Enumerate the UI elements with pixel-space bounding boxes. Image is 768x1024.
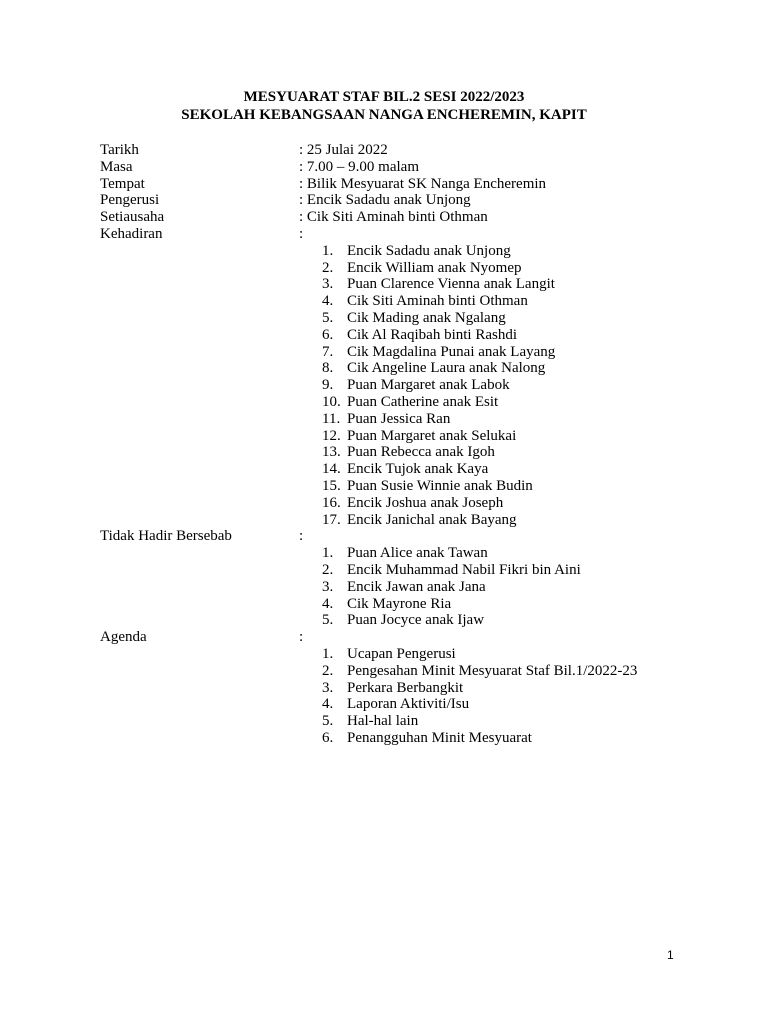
list-item-text: Puan Susie Winnie anak Budin — [347, 477, 533, 494]
list-item-text: Pengesahan Minit Mesyuarat Staf Bil.1/2022-23 — [347, 662, 638, 679]
list-number: 4. — [322, 293, 334, 310]
list-item-text: Cik Mading anak Ngalang — [347, 309, 506, 326]
list-number: 7. — [322, 343, 334, 360]
list-item-text: Ucapan Pengerusi — [347, 645, 456, 662]
list-number: 5. — [322, 612, 334, 629]
list-item-text: Puan Alice anak Tawan — [347, 545, 488, 562]
detail-label: Tarikh — [100, 142, 139, 158]
attendee-item — [100, 377, 700, 394]
meeting-details — [100, 142, 700, 747]
section-colon: : — [299, 629, 304, 646]
list-item-text: Puan Jessica Ran — [347, 410, 451, 427]
document-subtitle: SEKOLAH KEBANGSAAN NANGA ENCHEREMIN, KAPIT — [181, 107, 587, 123]
attendee-item — [100, 394, 700, 411]
list-item-text: Encik Jawan anak Jana — [347, 578, 486, 595]
detail-value: : Bilik Mesyuarat SK Nanga Encheremin — [299, 175, 547, 192]
detail-value: : 7.00 – 9.00 malam — [299, 158, 419, 175]
list-number: 6. — [322, 326, 334, 343]
list-item-text: Encik Sadadu anak Unjong — [347, 242, 511, 259]
detail-label: Tempat — [100, 175, 145, 192]
page-number: 1 — [667, 948, 674, 962]
detail-row-masa — [100, 159, 700, 176]
list-number: 2. — [322, 259, 334, 276]
absent-item — [100, 545, 700, 562]
list-number: 1. — [322, 242, 334, 259]
list-number: 3. — [322, 276, 334, 293]
detail-value: : 25 Julai 2022 — [299, 142, 388, 158]
list-item-text: Cik Mayrone Ria — [347, 595, 452, 612]
detail-label: Masa — [100, 158, 133, 175]
list-number: 8. — [322, 360, 334, 377]
list-number: 12. — [322, 427, 341, 444]
detail-label: Pengerusi — [100, 192, 160, 209]
list-item-text: Cik Al Raqibah binti Rashdi — [347, 326, 518, 343]
absent-item — [100, 562, 700, 579]
agenda-list — [100, 646, 700, 747]
agenda-item — [100, 663, 700, 680]
list-number: 15. — [322, 477, 341, 494]
list-number: 3. — [322, 578, 334, 595]
list-number: 1. — [322, 645, 334, 662]
detail-value: : Encik Sadadu anak Unjong — [299, 192, 471, 209]
list-item-text: Puan Rebecca anak Igoh — [347, 444, 495, 461]
list-item-text: Puan Clarence Vienna anak Langit — [347, 276, 555, 293]
absent-list — [100, 545, 700, 629]
list-number: 6. — [322, 729, 334, 746]
list-item-text: Cik Angeline Laura anak Nalong — [347, 360, 546, 377]
list-item-text: Perkara Berbangkit — [347, 679, 464, 696]
attendee-item — [100, 495, 700, 512]
list-item-text: Cik Siti Aminah binti Othman — [347, 293, 528, 310]
absent-item — [100, 596, 700, 613]
section-colon: : — [299, 225, 304, 242]
attendee-item — [100, 411, 700, 428]
list-item-text: Puan Catherine anak Esit — [347, 393, 499, 410]
detail-value: : Cik Siti Aminah binti Othman — [299, 209, 488, 226]
attendee-item — [100, 327, 700, 344]
list-item-text: Encik Muhammad Nabil Fikri bin Aini — [347, 561, 581, 578]
list-number: 3. — [322, 679, 334, 696]
attendee-item — [100, 260, 700, 277]
attendee-item — [100, 293, 700, 310]
list-number: 2. — [322, 662, 334, 679]
list-item-text: Encik Janichal anak Bayang — [347, 511, 517, 528]
list-number: 14. — [322, 461, 341, 478]
absent-item — [100, 612, 700, 629]
list-number: 13. — [322, 444, 341, 461]
attendee-item — [100, 360, 700, 377]
list-number: 4. — [322, 595, 334, 612]
attendee-item — [100, 310, 700, 327]
list-item-text: Hal-hal lain — [347, 713, 419, 730]
attendee-item — [100, 461, 700, 478]
attendee-item — [100, 444, 700, 461]
agenda-item — [100, 696, 700, 713]
section-label: Tidak Hadir Bersebab — [100, 528, 232, 545]
detail-label: Setiausaha — [100, 209, 165, 226]
list-item-text: Puan Margaret anak Labok — [347, 377, 510, 394]
list-number: 5. — [322, 713, 334, 730]
list-item-text: Encik William anak Nyomep — [347, 259, 522, 276]
section-heading-agenda — [100, 629, 700, 646]
detail-row-pengerusi — [100, 192, 700, 209]
list-number: 1. — [322, 545, 334, 562]
agenda-item — [100, 730, 700, 747]
agenda-item — [100, 713, 700, 730]
section-label: Kehadiran — [100, 225, 163, 242]
list-number: 2. — [322, 561, 334, 578]
attendance-list — [100, 243, 700, 529]
list-item-text: Puan Jocyce anak Ijaw — [347, 612, 485, 629]
list-number: 10. — [322, 393, 341, 410]
list-item-text: Puan Margaret anak Selukai — [347, 427, 517, 444]
attendee-item — [100, 478, 700, 495]
list-item-text: Encik Tujok anak Kaya — [347, 461, 489, 478]
list-number: 17. — [322, 511, 341, 528]
detail-row-setiausaha — [100, 209, 700, 226]
attendee-item — [100, 243, 700, 260]
detail-row-tempat — [100, 176, 700, 193]
list-item-text: Penangguhan Minit Mesyuarat — [347, 729, 532, 746]
agenda-item — [100, 680, 700, 697]
list-item-text: Encik Joshua anak Joseph — [347, 494, 504, 511]
section-heading-tidak-hadir — [100, 528, 700, 545]
attendee-item — [100, 276, 700, 293]
attendee-item — [100, 512, 700, 529]
agenda-item — [100, 646, 700, 663]
list-number: 11. — [322, 410, 341, 427]
list-item-text: Laporan Aktiviti/Isu — [347, 696, 470, 713]
section-colon: : — [299, 528, 304, 545]
list-number: 5. — [322, 309, 334, 326]
list-number: 16. — [322, 494, 341, 511]
section-heading-kehadiran — [100, 226, 700, 243]
attendee-item — [100, 344, 700, 361]
attendee-item — [100, 428, 700, 445]
document-title: MESYUARAT STAF BIL.2 SESI 2022/2023 — [243, 89, 525, 105]
list-number: 4. — [322, 696, 334, 713]
list-item-text: Cik Magdalina Punai anak Layang — [347, 343, 556, 360]
list-number: 9. — [322, 377, 334, 394]
detail-row-tarikh — [100, 142, 700, 159]
section-label: Agenda — [100, 629, 147, 646]
absent-item — [100, 579, 700, 596]
